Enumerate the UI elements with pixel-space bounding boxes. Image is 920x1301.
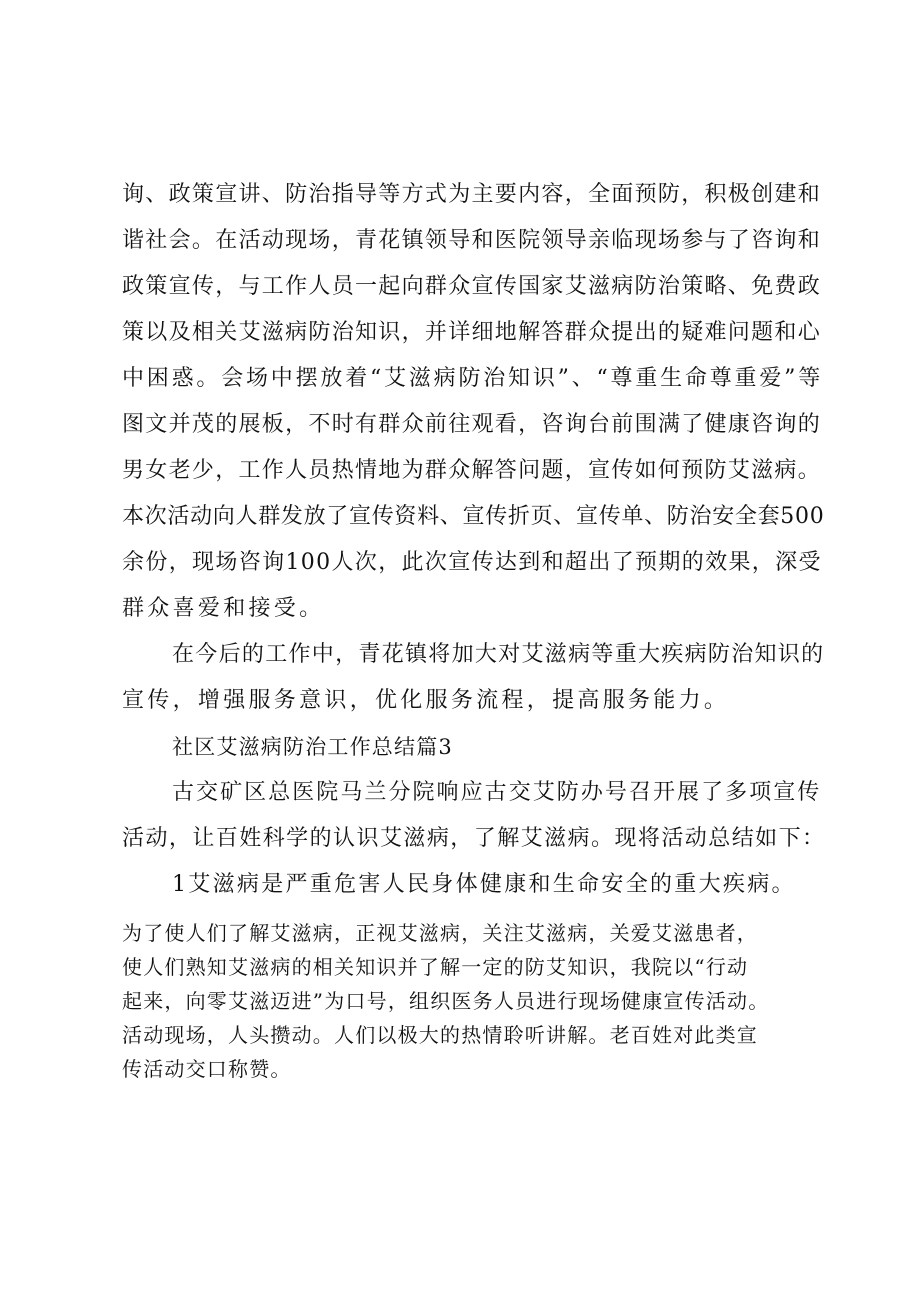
point-1-heading: 1艾滋病是严重危害人民身体健康和生命安全的重大疾病。: [172, 872, 796, 897]
text-line: 传活动交口称赞。: [122, 1057, 292, 1081]
text-line: 古交矿区总医院马兰分院响应古交艾防办号召开展了多项宣传: [172, 780, 822, 805]
text-line: 本次活动向人群发放了宣传资料、宣传折页、宣传单、防治安全套500: [122, 504, 825, 529]
text-line: 在今后的工作中，青花镇将加大对艾滋病等重大疾病防治知识的: [172, 642, 825, 667]
text-line: 使人们熟知艾滋病的相关知识并了解一定的防艾知识，我院以“行动: [122, 955, 749, 979]
text-line: 为了使人们了解艾滋病，正视艾滋病，关注艾滋病，关爱艾滋患者，: [122, 921, 758, 945]
text-line: 中困惑。会场中摆放着“艾滋病防治知识”、“尊重生命尊重爱”等: [122, 366, 823, 391]
text-line: 谐社会。在活动现场，青花镇领导和医院领导亲临现场参与了咨询和: [122, 228, 822, 253]
text-line: 余份，现场咨询100人次，此次宣传达到和超出了预期的效果，深受: [122, 550, 822, 575]
text-line: 起来，向零艾滋迈进”为口号，组织医务人员进行现场健康宣传活动。: [122, 989, 770, 1013]
text-line: 群众喜爱和接受。: [122, 596, 325, 621]
text-line: 询、政策宣讲、防治指导等方式为主要内容，全面预防，积极创建和: [122, 182, 822, 207]
section-title: 社区艾滋病防治工作总结篇3: [172, 735, 453, 759]
text-line: 男女老少，工作人员热情地为群众解答问题，宣传如何预防艾滋病。: [122, 458, 822, 483]
text-line: 活动现场，人头攒动。人们以极大的热情聆听讲解。老百姓对此类宣: [122, 1023, 758, 1047]
text-line: 策以及相关艾滋病防治知识，并详细地解答群众提出的疑难问题和心: [122, 320, 822, 345]
text-line: 图文并茂的展板，不时有群众前往观看，咨询台前围满了健康咨询的: [122, 412, 822, 437]
text-line: 宣传，增强服务意识，优化服务流程，提高服务能力。: [122, 688, 730, 713]
text-line: 政策宣传，与工作人员一起向群众宣传国家艾滋病防治策略、免费政: [122, 274, 822, 299]
text-line: 活动，让百姓科学的认识艾滋病，了解艾滋病。现将活动总结如下：: [122, 826, 826, 851]
